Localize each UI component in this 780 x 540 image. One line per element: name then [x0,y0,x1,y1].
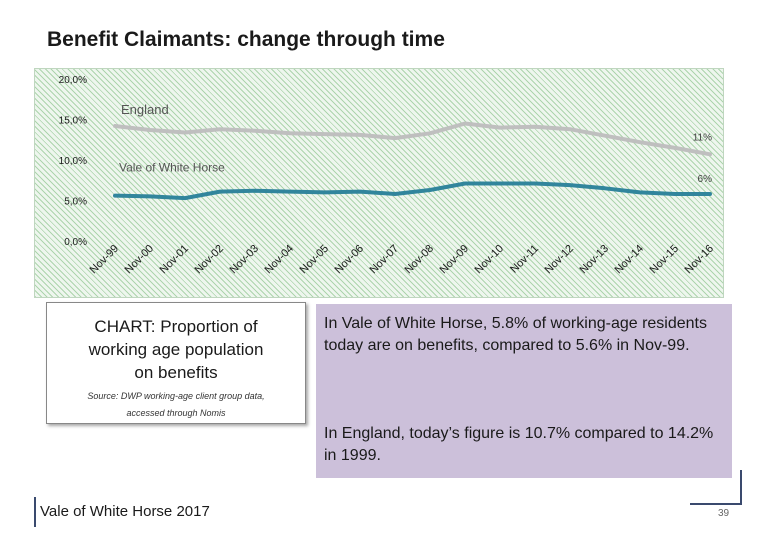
footer-label: Vale of White Horse 2017 [40,503,210,520]
line-chart [34,68,724,298]
caption-source-line: accessed through Nomis [126,408,226,418]
caption-source [47,388,305,422]
caption-title-line: CHART: Proportion of [94,317,258,336]
info-paragraph-vale: In Vale of White Horse, 5.8% of working-age residents today are on benefits, compared to 5.6% in Nov-99. [324,315,707,354]
footer-accent-line [34,497,36,527]
x-tick-label: Nov-15 [647,242,682,277]
series-name-label: England [121,101,169,117]
y-tick-label: 10,0% [58,156,87,167]
info-accent-underline [690,503,742,505]
x-tick-label: Nov-11 [508,242,542,276]
caption-title-line: working age population [88,340,264,359]
x-tick-label: Nov-08 [402,242,437,277]
x-tick-label: Nov-03 [227,242,262,277]
info-accent-line [740,470,742,504]
x-tick-label: Nov-06 [332,242,367,277]
x-tick-label: Nov-14 [612,242,647,277]
x-tick-label: Nov-99 [87,242,122,277]
x-tick-label: Nov-00 [122,242,157,277]
y-tick-label: 0,0% [64,237,87,248]
x-tick-label: Nov-05 [297,242,332,277]
x-tick-label: Nov-16 [682,242,717,277]
x-tick-label: Nov-09 [437,242,472,277]
series-name-label: Vale of White Horse [119,160,225,175]
series-end-label: 6% [697,174,712,186]
y-tick-label: 20,0% [58,75,87,86]
info-panel [316,304,732,478]
x-tick-label: Nov-02 [192,242,227,277]
chart-svg [35,69,723,297]
caption-title [47,315,305,384]
x-tick-label: Nov-07 [367,242,402,277]
y-axis-ticks [59,75,87,248]
x-tick-label: Nov-12 [542,242,577,277]
x-axis-ticks [88,243,717,277]
x-tick-label: Nov-13 [577,242,612,277]
x-tick-label: Nov-01 [157,242,192,277]
x-tick-label: Nov-04 [262,242,297,277]
series-end-label: 11% [692,132,712,144]
info-paragraph-england: In England, today’s figure is 10.7% compared to 14.2% in 1999. [324,425,714,464]
page-title: Benefit Claimants: change through time [47,28,445,51]
caption-title-line: on benefits [134,363,218,382]
chart-caption [46,302,306,424]
y-tick-label: 15,0% [58,115,87,127]
page-number: 39 [718,508,730,519]
x-tick-label: Nov-10 [472,242,507,277]
y-tick-label: 5,0% [64,196,87,208]
caption-source-line: Source: DWP working-age client group data, [87,391,265,401]
